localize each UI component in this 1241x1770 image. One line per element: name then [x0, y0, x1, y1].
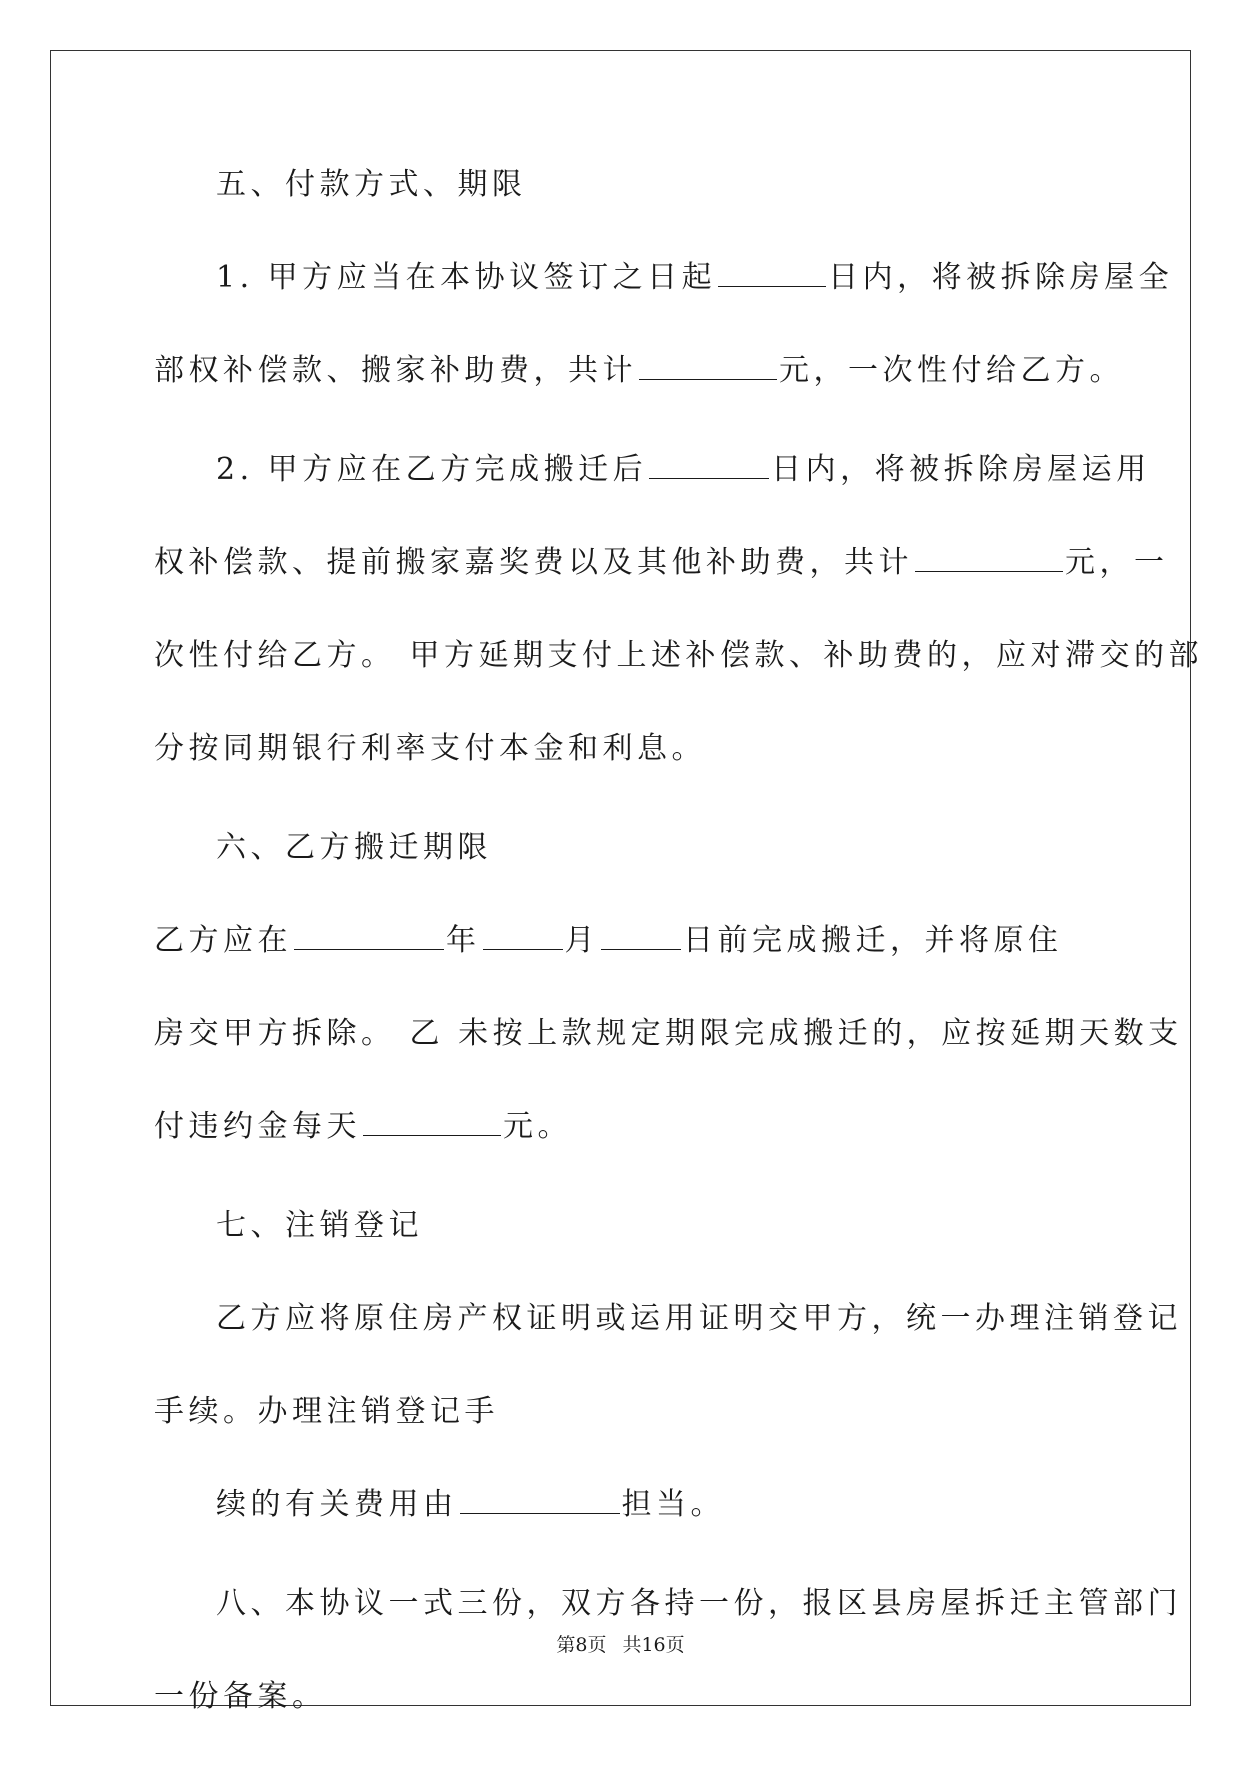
- blank-line: [649, 450, 769, 479]
- paragraph-line: 手续。办理注销登记手: [154, 1394, 499, 1429]
- paragraph-line: 一份备案。: [154, 1679, 327, 1714]
- paragraph-line: 部权补偿款、搬家补助费，共计 元，一次性付给乙方。: [154, 353, 1124, 388]
- paragraph-line: 2. 甲方应在乙方完成搬迁后 日内，将被拆除房屋运用: [216, 452, 1151, 487]
- paragraph-line: 乙方应将原住房产权证明或运用证明交甲方，统一办理注销登记: [216, 1301, 1182, 1336]
- section-8-paragraph: 八、本协议一式三份，双方各持一份，报区县房屋拆迁主管部门: [216, 1586, 1182, 1621]
- page-number-total: 共16页: [622, 1634, 685, 1656]
- section-5-heading: 五、付款方式、期限: [216, 167, 527, 202]
- section-6-heading: 六、乙方搬迁期限: [216, 830, 492, 865]
- document-body: [154, 165, 1204, 1770]
- paragraph-line: 房交甲方拆除。 乙 未按上款规定期限完成搬迁的，应按延期天数支: [154, 1016, 1183, 1051]
- blank-line: [718, 258, 826, 287]
- paragraph-line: 1. 甲方应当在本协议签订之日起 日内，将被拆除房屋全: [216, 260, 1174, 295]
- blank-line: [639, 351, 777, 380]
- paragraph-line: 续的有关费用由 担当。: [216, 1487, 725, 1522]
- paragraph-line: 付违约金每天 元。: [154, 1109, 572, 1144]
- paragraph-line: 分按同期银行利率支付本金和利息。: [154, 731, 706, 766]
- section-7-heading: 七、注销登记: [216, 1208, 423, 1243]
- blank-line: [601, 921, 681, 950]
- blank-line: [363, 1107, 501, 1136]
- blank-line: [294, 921, 444, 950]
- page-footer: [0, 1630, 1241, 1657]
- paragraph-line: 权补偿款、提前搬家嘉奖费以及其他补助费，共计 元，一: [154, 545, 1169, 580]
- blank-line: [460, 1485, 620, 1514]
- paragraph-line: 乙方应在 年 月 日前完成搬迁，并将原住: [154, 923, 1063, 958]
- paragraph-line: 次性付给乙方。 甲方延期支付上述补偿款、补助费的，应对滞交的部: [154, 638, 1204, 673]
- blank-line: [483, 921, 563, 950]
- blank-line: [915, 543, 1063, 572]
- page-number-current: 第8页: [556, 1634, 607, 1656]
